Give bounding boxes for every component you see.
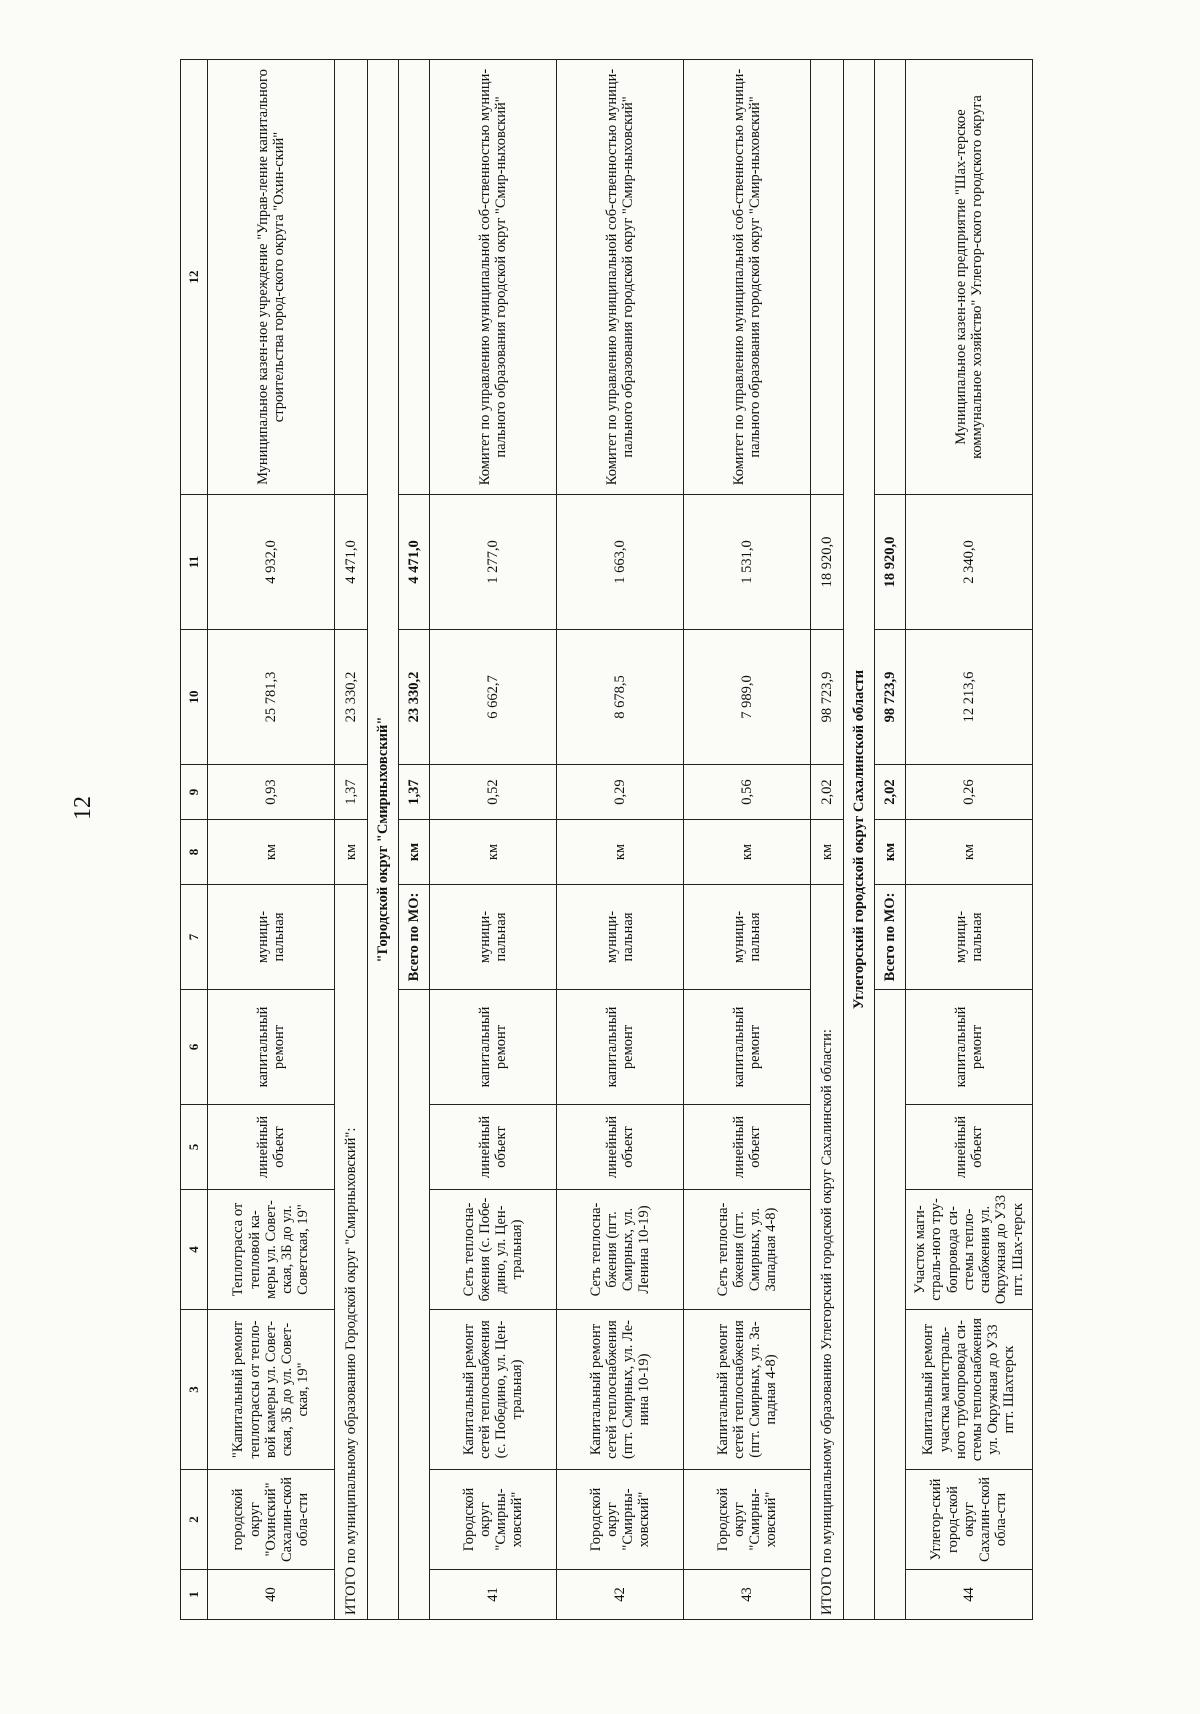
table-cell: Сеть теплосна-бжения (пгт. Смирных, ул. Ленина 10-19) (557, 1190, 684, 1310)
table-cell: 98 723,9 (811, 630, 844, 765)
table-cell: 4 471,0 (335, 495, 368, 630)
table-cell: ИТОГО по муниципальному образованию Городской округ "Смирныховский": (335, 885, 368, 1620)
table-cell: км (557, 820, 684, 885)
table-cell: 4 471,0 (399, 495, 430, 630)
table-row (557, 60, 684, 1620)
table-cell: км (684, 820, 811, 885)
table-cell: 40 (208, 1570, 335, 1620)
table-cell: 1 277,0 (430, 495, 557, 630)
table-cell: 18 920,0 (811, 495, 844, 630)
table-cell: муници-пальная (208, 885, 335, 990)
section-header-row (368, 60, 399, 1620)
table-cell: 6 662,7 (430, 630, 557, 765)
table-cell: 8 678,5 (557, 630, 684, 765)
table-cell: линейный объект (906, 1105, 1033, 1190)
header-cell: 2 (181, 1470, 208, 1570)
table-cell (875, 60, 906, 495)
header-cell: 4 (181, 1190, 208, 1310)
table-cell: Всего по МО: (875, 885, 906, 990)
table-cell: 2 340,0 (906, 495, 1033, 630)
table-cell: Муниципальное казен-ное предприятие "Шах-терское коммунальное хозяйство" Углегор-ского городского округа (906, 60, 1033, 495)
table-cell: Комитет по управлению муниципальной соб-ственностью муници-пального образования городской округ "Смир-ныховский" (557, 60, 684, 495)
table-cell: 98 723,9 (875, 630, 906, 765)
table-cell: Всего по МО: (399, 885, 430, 990)
section-header-row (844, 60, 875, 1620)
table-cell: 41 (430, 1570, 557, 1620)
table-cell: км (811, 820, 844, 885)
table-cell: км (208, 820, 335, 885)
table-row (208, 60, 335, 1620)
table-cell: 0,26 (906, 765, 1033, 820)
table-cell: 1 531,0 (684, 495, 811, 630)
page-number: 12 (70, 796, 96, 820)
table-cell: муници-пальная (906, 885, 1033, 990)
table-cell: 12 213,6 (906, 630, 1033, 765)
table-cell: капитальный ремонт (684, 990, 811, 1105)
table-cell: км (399, 820, 430, 885)
table-cell: 44 (906, 1570, 1033, 1620)
table-cell: 1,37 (399, 765, 430, 820)
table-cell: 4 932,0 (208, 495, 335, 630)
table-cell: Муниципальное казен-ное учреждение "Управ-ление капитального строительства город-ского округа "Охин-ский" (208, 60, 335, 495)
table-cell: 7 989,0 (684, 630, 811, 765)
table-cell: "Городской округ "Смирныховский" (368, 60, 399, 1620)
table-cell: 43 (684, 1570, 811, 1620)
header-cell: 6 (181, 990, 208, 1105)
header-cell: 8 (181, 820, 208, 885)
table-cell: Городской округ "Смирны-ховский" (684, 1470, 811, 1570)
header-cell: 7 (181, 885, 208, 990)
table-cell: городской округ "Охинский" Сахалин-ской обла-сти (208, 1470, 335, 1570)
table-cell (811, 60, 844, 495)
table-cell: км (335, 820, 368, 885)
total-row (811, 60, 844, 1620)
table-cell: км (875, 820, 906, 885)
table-cell: км (430, 820, 557, 885)
empty-cell (875, 990, 906, 1620)
table-cell: Городской округ "Смирны-ховский" (557, 1470, 684, 1570)
rotated-table-container (180, 60, 1070, 1620)
table-cell: Сеть теплосна-бжения (с. Побе-дино, ул. Цен-тральная) (430, 1190, 557, 1310)
subtotal-row (875, 60, 906, 1620)
table-cell: 0,29 (557, 765, 684, 820)
table-cell: Капитальный ремонт сетей теплоснабжения (с. Победино, ул. Цен-тральная) (430, 1310, 557, 1470)
column-number-header (181, 60, 208, 1620)
table-cell: 2,02 (875, 765, 906, 820)
table-cell: Углегорский городской округ Сахалинской области (844, 60, 875, 1620)
header-cell: 11 (181, 495, 208, 630)
table-cell: 0,93 (208, 765, 335, 820)
table-row (906, 60, 1033, 1620)
table-cell: "Капитальный ремонт теплотрассы от тепло-вой камеры ул. Совет-ская, 3Б до ул. Совет-ская, 19" (208, 1310, 335, 1470)
table-cell: км (906, 820, 1033, 885)
table-cell: линейный объект (430, 1105, 557, 1190)
table-cell: капитальный ремонт (906, 990, 1033, 1105)
table-cell: 2,02 (811, 765, 844, 820)
header-cell: 1 (181, 1570, 208, 1620)
header-cell: 10 (181, 630, 208, 765)
table-cell: 0,56 (684, 765, 811, 820)
table-cell (335, 60, 368, 495)
table-cell: линейный объект (208, 1105, 335, 1190)
table-cell: Теплотрасса от тепловой ка-меры ул. Совет-ская, 3Б до ул. Советская, 19" (208, 1190, 335, 1310)
table-cell: Капитальный ремонт сетей теплоснабжения (пгт. Смирных, ул. Ле-нина 10-19) (557, 1310, 684, 1470)
table-cell: муници-пальная (557, 885, 684, 990)
table-cell: 42 (557, 1570, 684, 1620)
table-cell: капитальный ремонт (208, 990, 335, 1105)
header-cell: 9 (181, 765, 208, 820)
table-row (684, 60, 811, 1620)
capital-repair-table (180, 59, 1033, 1620)
table-cell: 23 330,2 (335, 630, 368, 765)
table-cell: 25 781,3 (208, 630, 335, 765)
empty-cell (399, 990, 430, 1620)
table-cell (399, 60, 430, 495)
table-cell: 23 330,2 (399, 630, 430, 765)
table-cell: 0,52 (430, 765, 557, 820)
table-cell: Капитальный ремонт сетей теплоснабжения (пгт. Смирных, ул. За-падная 4-8) (684, 1310, 811, 1470)
header-cell: 3 (181, 1310, 208, 1470)
table-cell: 1,37 (335, 765, 368, 820)
table-cell: линейный объект (557, 1105, 684, 1190)
table-cell: Комитет по управлению муниципальной соб-ственностью муници-пального образования городской округ "Смир-ныховский" (684, 60, 811, 495)
table-cell: Капитальный ремонт участка магистраль-ного трубопровода си-стемы теплоснабжения ул. Окружная до У33 пгт. Шахтерск (906, 1310, 1033, 1470)
table-cell: муници-пальная (684, 885, 811, 990)
table-cell: Участок маги-страль-ного тру-бопровода си-стемы тепло-снабжения ул. Окружная до У33 пгт. Шах-терск (906, 1190, 1033, 1310)
table-cell: Углегор-ский город-ской округ Сахалин-ской обла-сти (906, 1470, 1033, 1570)
table-cell: капитальный ремонт (557, 990, 684, 1105)
table-cell: ИТОГО по муниципальному образованию Углегорский городской округ Сахалинской области: (811, 885, 844, 1620)
total-row (335, 60, 368, 1620)
table-cell: 18 920,0 (875, 495, 906, 630)
table-cell: линейный объект (684, 1105, 811, 1190)
table-cell: Городской округ "Смирны-ховский" (430, 1470, 557, 1570)
header-cell: 12 (181, 60, 208, 495)
table-cell: муници-пальная (430, 885, 557, 990)
subtotal-row (399, 60, 430, 1620)
table-cell: 1 663,0 (557, 495, 684, 630)
table-cell: капитальный ремонт (430, 990, 557, 1105)
header-cell: 5 (181, 1105, 208, 1190)
table-row (430, 60, 557, 1620)
table-cell: Сеть теплосна-бжения (пгт. Смирных, ул. Западная 4-8) (684, 1190, 811, 1310)
table-cell: Комитет по управлению муниципальной соб-ственностью муници-пального образования городской округ "Смир-ныховский" (430, 60, 557, 495)
